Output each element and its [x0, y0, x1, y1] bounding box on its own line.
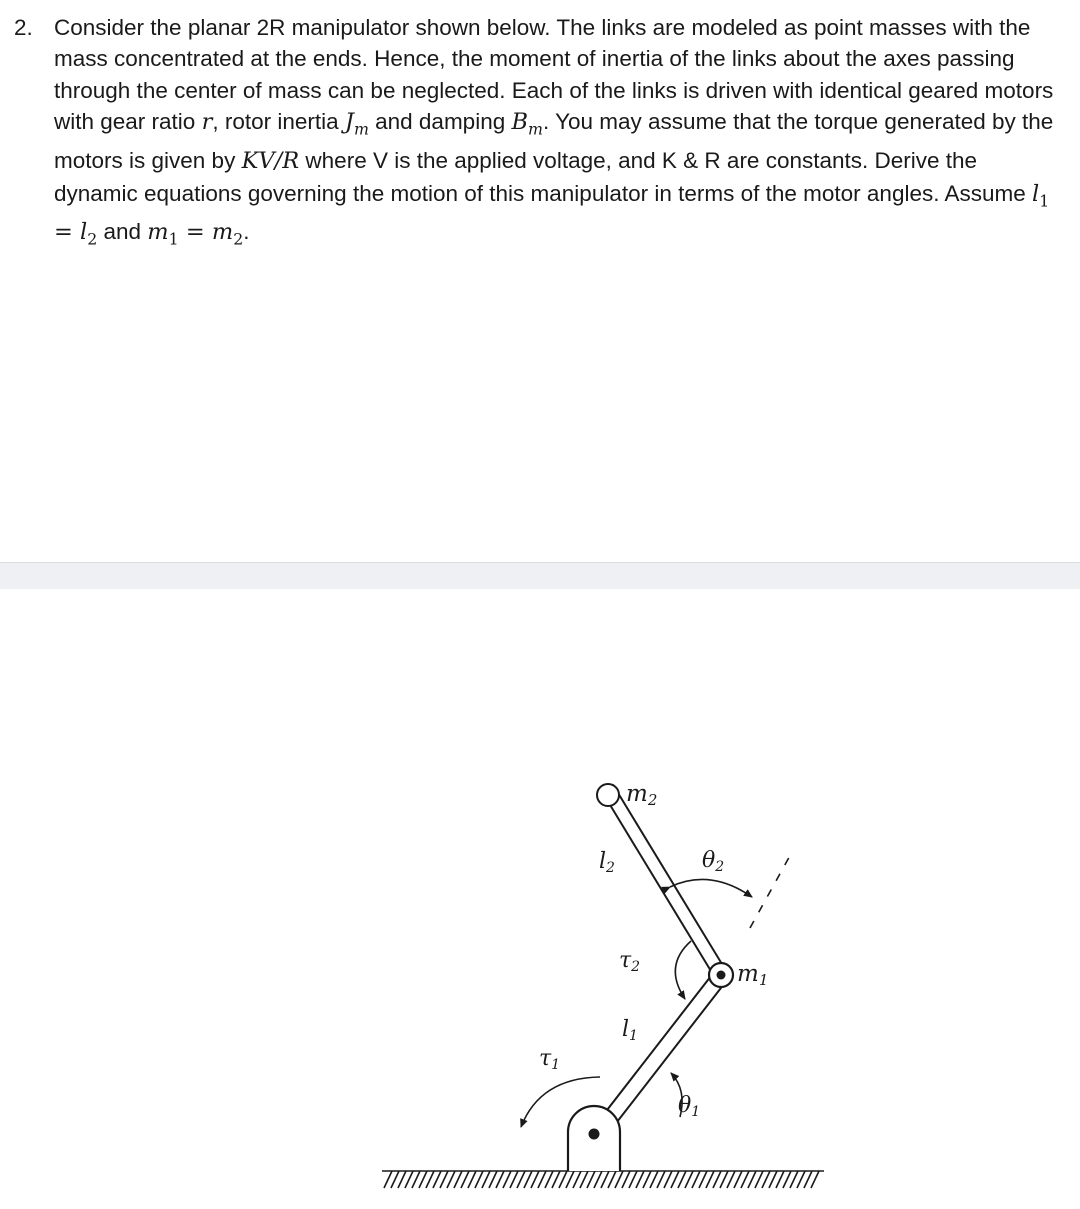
damping-symbol: $B_m$ — [511, 109, 543, 139]
length-equality: $l_1 = l_2$ — [54, 180, 1050, 249]
ground-hatching — [382, 1171, 824, 1188]
label-m2: m2 — [626, 781, 658, 809]
question-text-part: Consider the planar 2R manipulator shown below. The links are modeled as point masses with the mass concentrated at the ends. Hence, the moment of inertia of the links about the axes passing through the center of mass can be neglected. Each of the links is driven with identical geared motors with gear ratio — [54, 15, 1054, 135]
question-text-part: . You may assume that the torque generated by the motors is given by — [54, 109, 1054, 174]
question-block — [14, 12, 1064, 255]
manipulator-diagram — [360, 760, 840, 1200]
question-text-part: . — [243, 219, 250, 245]
label-tau2: τ2 — [619, 948, 641, 975]
elbow-pin — [717, 971, 726, 980]
label-tau1: τ1 — [539, 1046, 561, 1073]
gear-ratio-symbol: r — [201, 109, 213, 136]
tau2-arrow — [675, 941, 691, 999]
label-l2: l2 — [599, 849, 615, 876]
question-text-part: , rotor inertia — [212, 109, 345, 135]
torque-expression: KV/R — [241, 148, 300, 175]
mass-m2-tip — [597, 784, 619, 806]
question-text-part: and damping — [368, 109, 512, 135]
page-divider-band — [0, 563, 1080, 589]
question-text-part: where V is the applied voltage, and K & R are constants. Derive the dynamic equations governing the motion of this manipulator in terms of the motor angles. Assume — [54, 148, 1033, 206]
base-pin — [589, 1129, 600, 1140]
label-theta1: θ1 — [678, 1093, 701, 1120]
rotor-inertia-symbol: $J_m$ — [344, 109, 369, 139]
question-number: 2. — [14, 15, 33, 40]
question-text — [54, 12, 1064, 255]
question-text-part: and — [97, 219, 148, 245]
label-m1: m1 — [737, 961, 769, 989]
label-l1: l1 — [622, 1017, 638, 1044]
link1-extension-dashed — [750, 852, 792, 928]
label-theta2: θ2 — [702, 848, 725, 875]
mass-equality: $m_1 = m_2$ — [147, 219, 244, 249]
theta2-arc — [670, 879, 752, 897]
